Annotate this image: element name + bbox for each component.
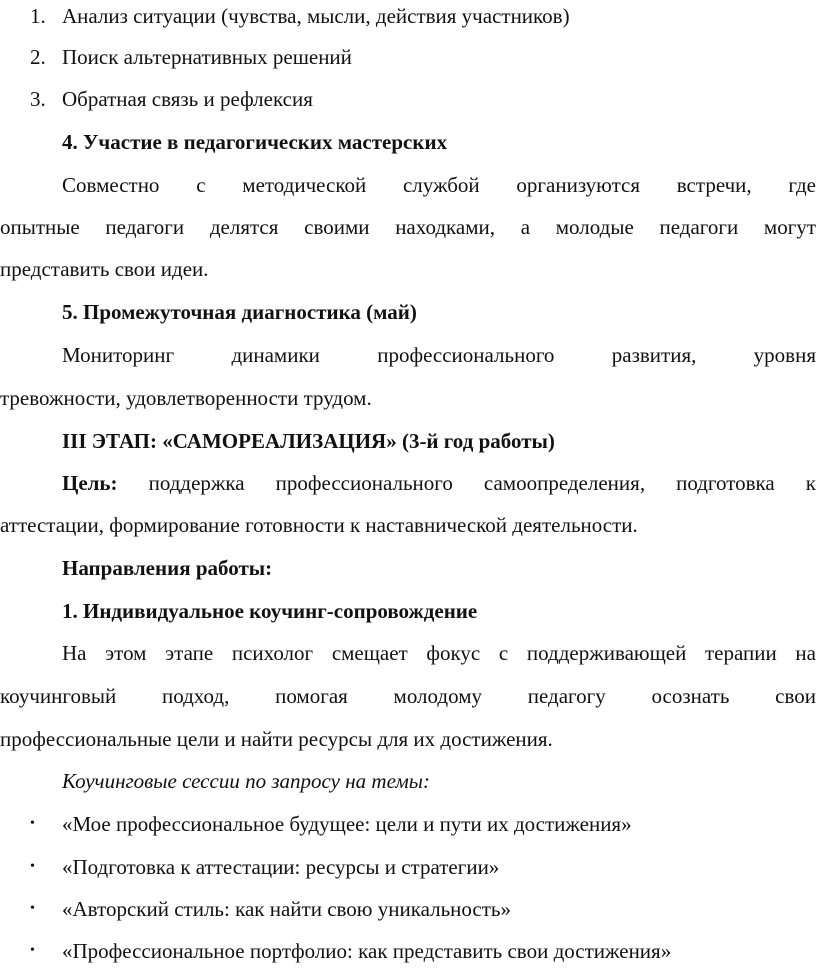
bullet-icon: • xyxy=(30,901,35,916)
bullet-icon: • xyxy=(30,943,35,958)
bullet-icon: • xyxy=(30,859,35,874)
list-number: 1. xyxy=(30,4,46,28)
bullet-icon: • xyxy=(30,816,35,831)
list-number: 2. xyxy=(30,45,46,69)
list-item-text: Поиск альтернативных решений xyxy=(62,45,352,69)
list-item-text: Обратная связь и рефлексия xyxy=(62,87,313,111)
goal-label: Цель: xyxy=(62,471,118,495)
list-number: 3. xyxy=(30,87,46,111)
list-item-text: Анализ ситуации (чувства, мысли, действия участников) xyxy=(62,4,570,28)
